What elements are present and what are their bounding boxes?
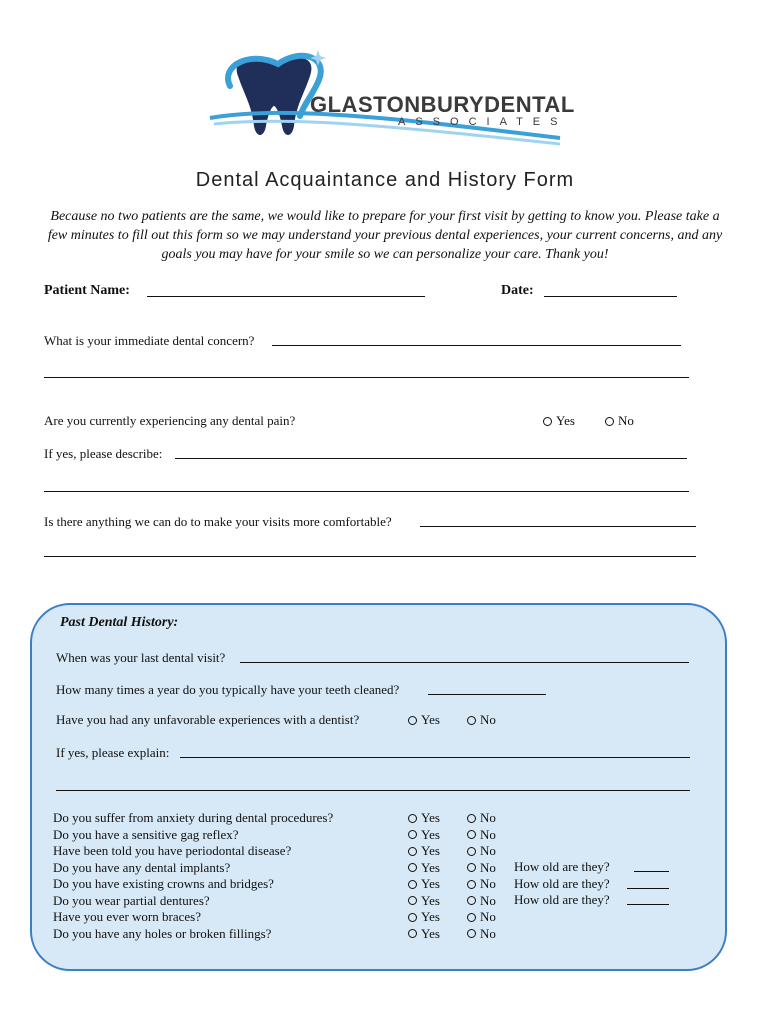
tooth-logo-icon	[237, 58, 312, 135]
no-label: No	[618, 413, 634, 428]
partials-age-field[interactable]	[627, 904, 669, 905]
comfort-question: Is there anything we can do to make your visits more comfortable?	[44, 514, 392, 529]
no-label: No	[480, 909, 496, 924]
list-item: Do you have existing crowns and bridges?	[53, 876, 274, 891]
yes-label: Yes	[421, 909, 440, 924]
pain-no-radio[interactable]	[605, 413, 634, 429]
no-radio[interactable]	[467, 926, 496, 943]
yes-radio[interactable]	[408, 843, 440, 860]
no-radio[interactable]	[467, 893, 496, 910]
yes-label: Yes	[421, 826, 440, 842]
yes-label: Yes	[421, 876, 440, 891]
history-question-list	[53, 810, 333, 942]
list-item: Do you have any dental implants?	[53, 859, 231, 875]
last-visit-field[interactable]	[240, 662, 689, 663]
yes-label: Yes	[421, 892, 440, 908]
form-title: Dental Acquaintance and History Form	[195, 169, 575, 191]
yes-radio[interactable]	[408, 909, 440, 926]
comfort-field[interactable]	[420, 526, 696, 527]
unfavorable-question: Have you had any unfavorable experiences with a dentist?	[56, 712, 360, 727]
cleaned-question: How many times a year do you typically have your teeth cleaned?	[56, 682, 400, 697]
list-item: Do you have a sensitive gag reflex?	[53, 826, 239, 842]
pain-question: Are you currently experiencing any dental pain?	[44, 413, 296, 428]
yes-column	[408, 810, 440, 942]
last-visit-question: When was your last dental visit?	[56, 650, 226, 665]
crowns-age-label: How old are they?	[514, 876, 610, 891]
yes-radio[interactable]	[408, 860, 440, 877]
describe-field-line2[interactable]	[44, 491, 689, 492]
list-item: Do you wear partial dentures?	[53, 892, 210, 908]
sparkle-icon	[310, 50, 326, 66]
implants-age-field[interactable]	[634, 871, 669, 872]
concern-question: What is your immediate dental concern?	[44, 333, 255, 348]
yes-label: Yes	[421, 859, 440, 875]
yes-label: Yes	[556, 413, 575, 428]
no-label: No	[480, 810, 496, 825]
yes-radio[interactable]	[408, 893, 440, 910]
no-radio[interactable]	[467, 827, 496, 844]
no-radio[interactable]	[467, 876, 496, 893]
concern-field-line2[interactable]	[44, 377, 689, 378]
past-history-title: Past Dental History:	[60, 615, 179, 630]
no-column	[467, 810, 496, 942]
yes-radio[interactable]	[408, 810, 440, 827]
brand-subtitle: ASSOCIATES	[398, 116, 568, 128]
patient-name-label: Patient Name:	[44, 283, 130, 298]
yes-label: Yes	[421, 712, 440, 727]
cleaned-field[interactable]	[428, 694, 546, 695]
no-label: No	[480, 859, 496, 875]
no-label: No	[480, 892, 496, 908]
no-label: No	[480, 925, 496, 941]
implants-age-label: How old are they?	[514, 859, 610, 874]
list-item: Have you ever worn braces?	[53, 909, 201, 924]
yes-radio[interactable]	[408, 926, 440, 943]
yes-radio[interactable]	[408, 876, 440, 893]
yes-label: Yes	[421, 925, 440, 941]
crowns-age-field[interactable]	[627, 888, 669, 889]
brand-name: GLASTONBURYDENTAL	[310, 92, 575, 117]
unfavorable-no-radio[interactable]	[467, 712, 496, 728]
explain-field[interactable]	[180, 757, 690, 758]
no-radio[interactable]	[467, 810, 496, 827]
yes-radio[interactable]	[408, 827, 440, 844]
unfavorable-yes-radio[interactable]	[408, 712, 440, 728]
describe-field[interactable]	[175, 458, 687, 459]
no-label: No	[480, 826, 496, 842]
no-label: No	[480, 876, 496, 891]
intro-text: Because no two patients are the same, we would like to prepare for your first visit by getting to know you. Please take a few minutes to fill out this form so we may understand your previous dental experiences, your current concerns, and any goals you may have for your smile so we can personalize your care. Thank you!	[47, 209, 723, 262]
no-radio[interactable]	[467, 843, 496, 860]
no-radio[interactable]	[467, 860, 496, 877]
explain-question: If yes, please explain:	[56, 745, 170, 760]
date-label: Date:	[501, 283, 534, 298]
no-radio[interactable]	[467, 909, 496, 926]
comfort-field-line2[interactable]	[44, 556, 696, 557]
pain-yes-radio[interactable]	[543, 413, 575, 429]
concern-field[interactable]	[272, 345, 681, 346]
list-item: Do you have any holes or broken fillings?	[53, 925, 272, 941]
no-label: No	[480, 843, 496, 858]
yes-label: Yes	[421, 810, 440, 825]
list-item: Do you suffer from anxiety during dental procedures?	[53, 810, 334, 825]
explain-field-line2[interactable]	[56, 790, 690, 791]
no-label: No	[480, 712, 496, 727]
yes-label: Yes	[421, 843, 440, 858]
list-item: Have been told you have periodontal disease?	[53, 843, 292, 858]
patient-name-field[interactable]	[147, 296, 425, 297]
describe-question: If yes, please describe:	[44, 446, 163, 461]
partials-age-label: How old are they?	[514, 892, 610, 907]
date-field[interactable]	[544, 296, 677, 297]
